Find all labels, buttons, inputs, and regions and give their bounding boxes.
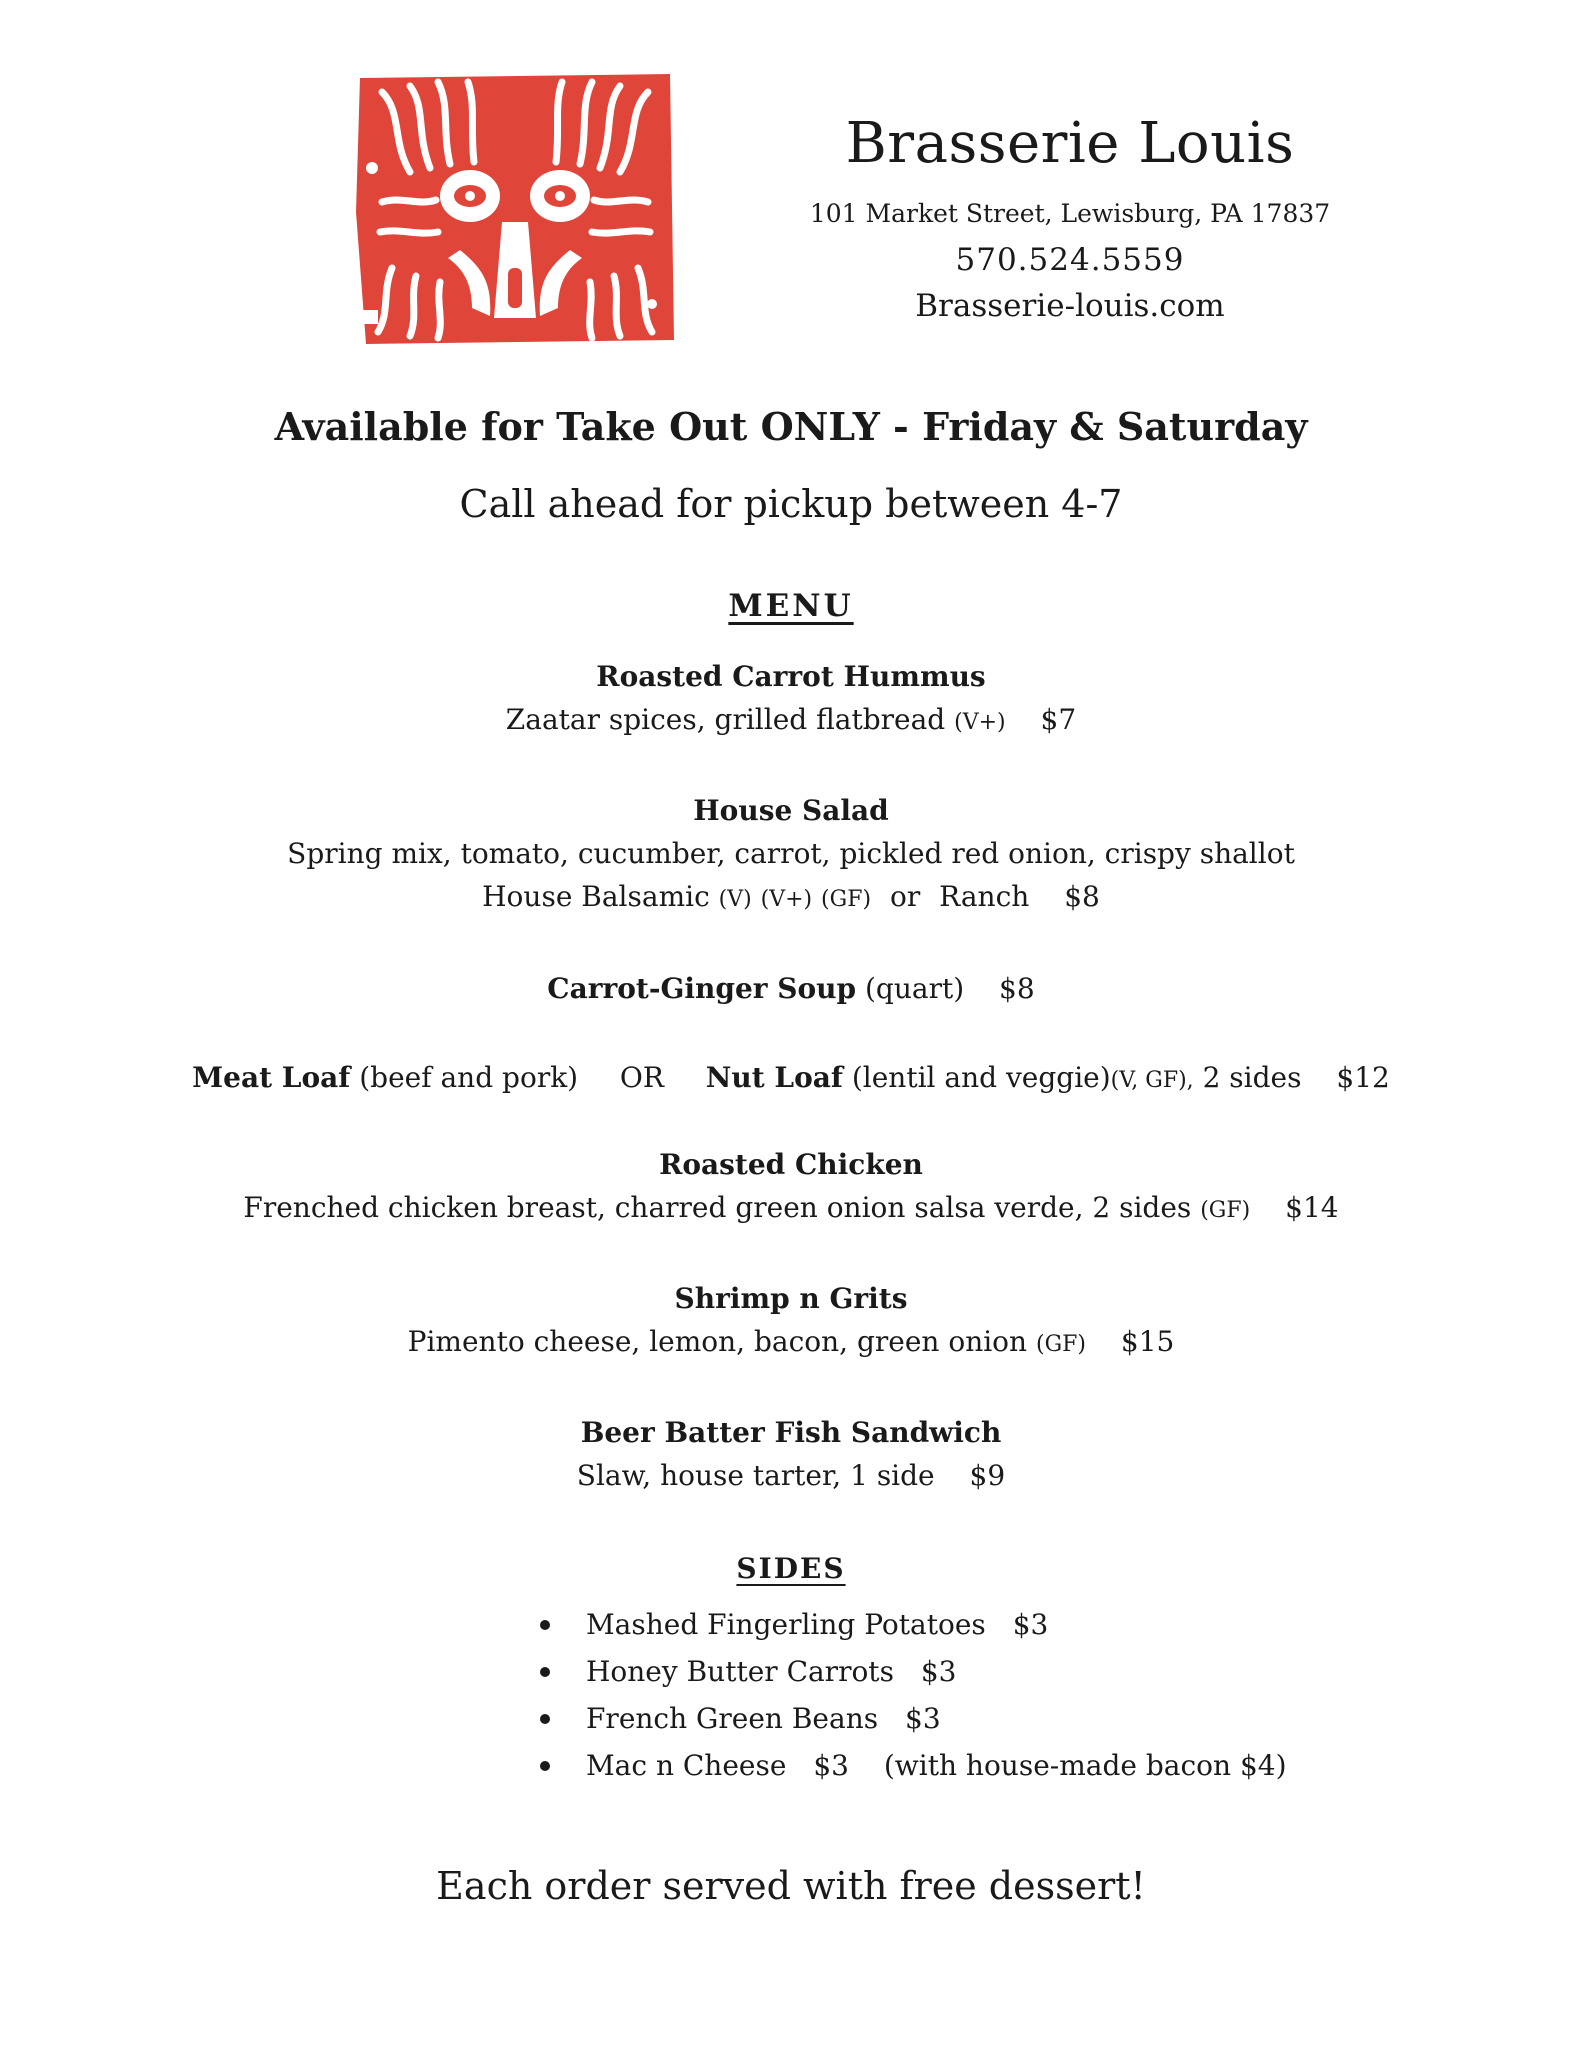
lion-face-logo-icon bbox=[352, 72, 678, 346]
item-price: $15 bbox=[1120, 1325, 1175, 1358]
item-dressing-line bbox=[0, 880, 1582, 913]
dressing-option: House Balsamic bbox=[482, 880, 710, 913]
item-price: $12 bbox=[1336, 1061, 1390, 1094]
menu-heading: MENU bbox=[728, 588, 854, 624]
item-name: Shrimp n Grits bbox=[674, 1282, 908, 1315]
item-description-line bbox=[0, 703, 1582, 736]
menu-item-roasted-chicken bbox=[0, 1148, 1582, 1224]
availability-note: Available for Take Out ONLY - Friday & Saturday bbox=[274, 404, 1308, 449]
item-name-nut-loaf: Nut Loaf bbox=[705, 1061, 843, 1094]
restaurant-name: Brasserie Louis bbox=[845, 111, 1295, 176]
item-price: $9 bbox=[969, 1459, 1006, 1492]
item-description: Pimento cheese, lemon, bacon, green onion bbox=[407, 1325, 1028, 1358]
diet-tag: (V) bbox=[718, 887, 752, 912]
menu-item-house-salad bbox=[0, 794, 1582, 913]
menu-item-hummus bbox=[0, 660, 1582, 736]
or-separator: or bbox=[889, 880, 921, 913]
item-name-meat-loaf: Meat Loaf bbox=[192, 1061, 351, 1094]
list-item bbox=[540, 1608, 1287, 1655]
side-name: Mashed Fingerling Potatoes bbox=[586, 1608, 986, 1641]
restaurant-header bbox=[800, 110, 1340, 324]
restaurant-address: 101 Market Street, Lewisburg, PA 17837 bbox=[809, 199, 1331, 229]
diet-tags: (V+) bbox=[954, 710, 1006, 735]
item-description: (lentil and veggie) bbox=[851, 1061, 1111, 1094]
item-price: $8 bbox=[999, 972, 1035, 1005]
bullet-icon bbox=[540, 1714, 550, 1724]
or-separator: OR bbox=[619, 1061, 664, 1094]
sides-list bbox=[540, 1608, 1287, 1796]
item-description: Spring mix, tomato, cucumber, carrot, pickled red onion, crispy shallot bbox=[287, 837, 1295, 870]
item-sides: 2 sides bbox=[1202, 1061, 1302, 1094]
list-item bbox=[540, 1655, 1287, 1702]
side-price: $3 bbox=[920, 1655, 957, 1688]
item-description: (beef and pork) bbox=[359, 1061, 579, 1094]
item-price: $14 bbox=[1285, 1191, 1339, 1224]
item-name: Beer Batter Fish Sandwich bbox=[580, 1416, 1002, 1449]
side-price: $3 bbox=[1012, 1608, 1049, 1641]
bullet-icon bbox=[540, 1761, 550, 1771]
bullet-icon bbox=[540, 1620, 550, 1630]
item-size: (quart) bbox=[865, 972, 965, 1005]
side-price: $3 bbox=[813, 1749, 849, 1782]
list-item bbox=[540, 1702, 1287, 1749]
diet-tags: (V, GF), bbox=[1110, 1068, 1194, 1093]
side-name: French Green Beans bbox=[586, 1702, 879, 1735]
call-ahead-note: Call ahead for pickup between 4-7 bbox=[459, 482, 1123, 526]
menu-item-loaf bbox=[0, 1061, 1582, 1094]
list-item bbox=[540, 1749, 1287, 1796]
item-price: $7 bbox=[1040, 703, 1077, 736]
diet-tags: (GF) bbox=[1200, 1198, 1251, 1223]
diet-tag: (V+) bbox=[760, 887, 813, 912]
side-name: Honey Butter Carrots bbox=[586, 1655, 894, 1688]
dressing-option: Ranch bbox=[939, 880, 1030, 913]
item-name: Roasted Chicken bbox=[659, 1148, 923, 1181]
item-description: Slaw, house tarter, 1 side bbox=[576, 1459, 935, 1492]
item-description: Frenched chicken breast, charred green onion salsa verde, 2 sides bbox=[243, 1191, 1192, 1224]
diet-tags: (GF) bbox=[1035, 1332, 1086, 1357]
item-name: Roasted Carrot Hummus bbox=[596, 660, 986, 693]
dessert-note: Each order served with free dessert! bbox=[436, 1864, 1146, 1908]
item-price: $8 bbox=[1064, 880, 1100, 913]
restaurant-phone: 570.524.5559 bbox=[955, 242, 1185, 279]
bullet-icon bbox=[540, 1667, 550, 1677]
item-description: Zaatar spices, grilled flatbread bbox=[505, 703, 946, 736]
menu-item-soup bbox=[0, 972, 1582, 1005]
sides-heading: SIDES bbox=[736, 1552, 846, 1585]
side-extra: (with house-made bacon $4) bbox=[883, 1749, 1287, 1782]
menu-item-shrimp-grits bbox=[0, 1282, 1582, 1358]
item-name: House Salad bbox=[693, 794, 889, 827]
restaurant-website: Brasserie-louis.com bbox=[915, 288, 1225, 325]
menu-item-fish-sandwich bbox=[0, 1416, 1582, 1492]
side-name: Mac n Cheese bbox=[586, 1749, 787, 1782]
item-name: Carrot-Ginger Soup bbox=[547, 972, 857, 1005]
side-price: $3 bbox=[905, 1702, 941, 1735]
diet-tag: (GF) bbox=[821, 887, 872, 912]
